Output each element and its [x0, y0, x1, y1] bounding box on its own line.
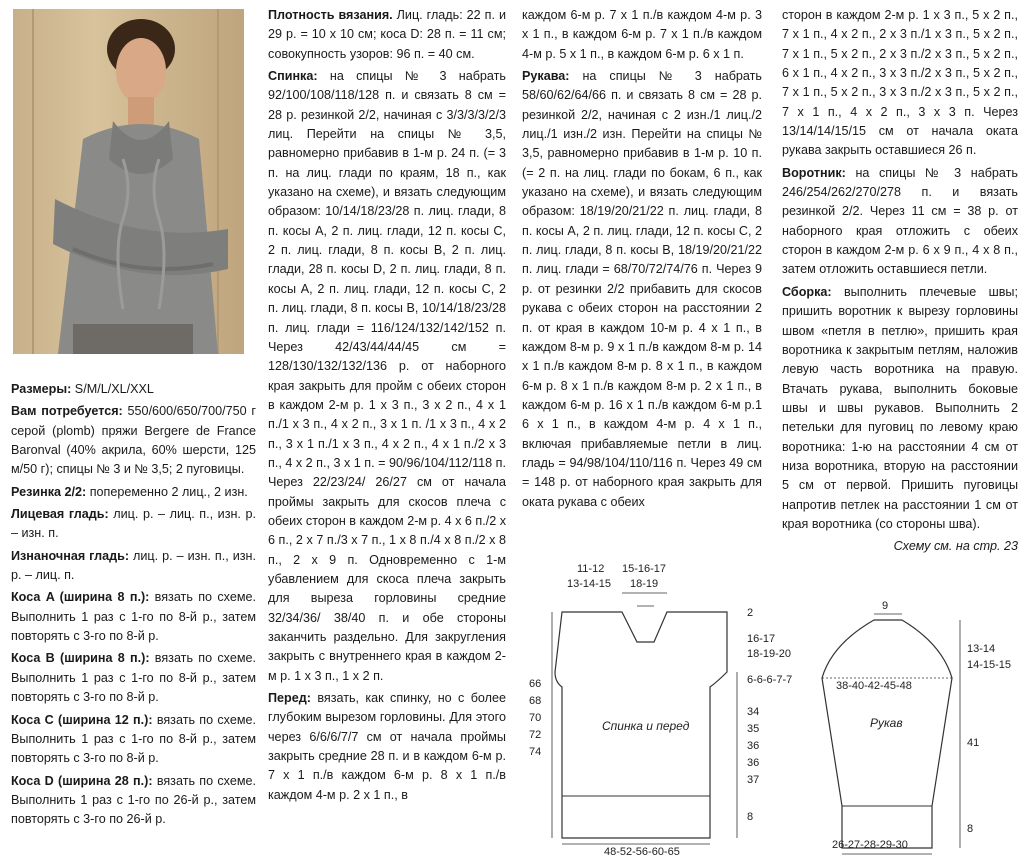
cable-a-paragraph — [11, 588, 256, 646]
neck-label-l2: 13-14-15 — [567, 578, 612, 590]
front-paragraph — [268, 689, 506, 805]
model-photo — [13, 9, 244, 354]
cable-b-text: вязать по схеме. Выполнить 1 раз с 1-го по 8-й р., затем повторять с 3-го по 8-й р. — [11, 651, 256, 705]
back-text: на спицы № 3 набрать 92/100/108/118/128 п. и связать 8 см = 28 р. резинкой 2/2, начиная с 3/3/3/3/2/3 лиц. Перейти на спицы № 3,5, равномерно прибавив в 1-м р. 24 п. (= 3 п. на лиц. глади по краям, 18 п., как указано на схеме), и вязать следующим образом: 10/14/18/23/28 п. лиц. глади, 8 п. косы A, 2 п. лиц. глади, 12 п. косы C, 2 п. лиц. глади, 8 п. косы B, 2 п. лиц. глади, 28 п. косы D, 2 п. лиц. глади, 8 п. косы A, 2 п. лиц. глади, 12 п. косы C, 2 п. лиц. глади, 8 п. косы B, 10/14/18/23/28 п. лиц. глади = 116/124/132/142/152 п. Через 42/43/44/44/45 см = 128/130/132/132/136 р. от наборного края закрыть для пройм с обеих сторон в каждом 2-м р. 1 x 3 п., 3 x 2 п., 4 x 1 п./1 x 3 п., 4 x 2 п., 3 x 1 п. /1 x 3 п., 4 x 2 п., 3 x 1 п./1 x 3 п., 4 x 2 п., 4 x 1 п./2 x 3 п., 4 x 2 п., 3 x 1 п. = 90/96/104/112/118 п. Через 22/23/24/ 26/27 см от начала проймы закрыть для скосов плеча с обеих сторон в каждом 2-м р. 4 x 6 п./2 x 6 п., 2 x 7 п./3 x 7 п., 1 x 8 п./4 x 8 п./2 x 8 п., 2 x 9 п. Одновременно с 1-м убавлением для скоса плеча закрыть для выреза горловины средние 32/34/36/ 38/40 п. и обе стороны заканчить раздельно. Для закругления закрыть с внутреннего края в каждом 2-м р. 1 x 3 п., 1 x 2 п. — [268, 69, 506, 683]
gauge-label: Плотность вязания. — [268, 8, 393, 22]
sleeve-bottom-label: 26-27-28-29-30 — [832, 839, 908, 851]
sleeve-piece-label: Рукав — [870, 716, 903, 730]
rib-label: Резинка 2/2: — [11, 484, 87, 499]
length-label-2: 68 — [529, 695, 542, 707]
stockinette-text: лиц. р. – лиц. п., изн. р. – изн. п. — [11, 507, 256, 541]
collar-text: на спицы № 3 набрать 246/254/262/270/278 п. и вязать резинкой 2/2. Через 11 см = 38 р. от наборного края отложить с обеих сторон в каждом 2-м р. 6 x 9 п., 4 x 8 п., затем отложить оставшиеся петли. — [782, 165, 1018, 277]
body-schematic — [522, 560, 812, 858]
assembly-label: Сборка: — [782, 284, 832, 299]
length-label-5: 74 — [529, 746, 542, 758]
neck-label-r1: 15-16-17 — [622, 563, 667, 575]
materials-paragraph — [11, 402, 256, 479]
stockinette-paragraph — [11, 505, 256, 544]
front-continued-text: каждом 6-м р. 7 x 1 п./в каждом 4-м р. 3 x 1 п., в каждом 6-м р. 7 x 1 п./в каждом 4-м р. 5 x 1 п., в каждом 6-м р. 6 x 1 п. — [522, 8, 762, 61]
sizes-label: Размеры: — [11, 382, 72, 396]
column-2 — [268, 6, 506, 808]
scheme-reference: Схему см. на стр. 23 — [893, 539, 1018, 554]
front-text: вязать, как спинку, но с более глубоким вырезом горловины. Для этого через 6/6/6/7/7 см от начала проймы закрыть средние 28 п. и в каждом 6-м р. 7 x 1 п./в каждом 6-м р. 8 x 1 п./в каждом 4-м р. 2 x 1 п., в — [268, 691, 506, 802]
shoulder-label: 2 — [747, 607, 754, 619]
cap-label-1: 13-14 — [967, 643, 996, 655]
length-label-1: 66 — [529, 678, 542, 690]
sleeve-outline — [822, 620, 952, 848]
collar-paragraph — [782, 164, 1018, 280]
cable-d-text: вязать по схеме. Выполнить 1 раз с 1-го по 26-й р., затем повторять с 3-го по 26-й р. — [11, 773, 257, 827]
sizes-paragraph — [11, 380, 256, 399]
sleeve-cap-paragraph — [782, 6, 1018, 161]
cable-a-text: вязать по схеме. Выполнить 1 раз с 1-го по 8-й р., затем повторять с 3-го по 8-й р. — [11, 590, 256, 644]
rib-paragraph — [11, 483, 256, 502]
armhole-label-2: 35 — [747, 723, 760, 735]
reverse-stockinette-label: Изнаночная гладь: — [11, 548, 130, 563]
sleeve-schematic — [812, 596, 1022, 858]
sleeve-top-label: 9 — [882, 600, 889, 612]
body-rib-label: 8 — [747, 811, 754, 823]
sleeve-cap-text: сторон в каждом 2-м р. 1 x 3 п., 5 x 2 п., 7 x 1 п., 4 x 2 п., 2 x 3 п./1 x 3 п., 5 x 2 п., 7 x 1 п., 5 x 2 п., 2 x 3 п./2 x 3 п., 5 x 2 п., 6 x 1 п., 4 x 2 п., 3 x 3 п./2 x 3 п., 5 x 2 п., 7 x 1 п., 5 x 2 п., 3 x 3 п./2 x 3 п., 5 x 2 п., 7 x 1 п., 4 x 2 п., 3 x 3 п. Через 13/14/14/15/15 см от начала оката рукава закрыть оставшиеся 26 п. — [782, 8, 1018, 158]
upper-width-label: 38-40-42-45-48 — [836, 680, 912, 692]
back-paragraph — [268, 67, 506, 686]
sleeve-length-label: 41 — [967, 737, 980, 749]
column-1 — [11, 380, 256, 833]
armhole-label-5: 37 — [747, 774, 760, 786]
column-4 — [782, 6, 1018, 560]
neck-depth-label-1: 16-17 — [747, 633, 776, 645]
cap-label-2: 14-15-15 — [967, 659, 1012, 671]
sleeves-label: Рукава: — [522, 69, 570, 84]
armhole-label-3: 36 — [747, 740, 760, 752]
cable-b-label: Коса B (ширина 8 п.): — [11, 651, 150, 666]
length-label-3: 70 — [529, 712, 542, 724]
cable-d-label: Коса D (ширина 28 п.): — [11, 773, 153, 788]
cable-b-paragraph — [11, 649, 256, 707]
body-piece-label: Спинка и перед — [602, 719, 690, 733]
armhole-step-label: 6-6-6-7-7 — [747, 674, 793, 686]
sizes-text: S/M/L/XL/XXL — [71, 382, 154, 396]
cable-c-text: вязать по схеме. Выполнить 1 раз с 1-го по 8-й р., затем повторять с 3-го по 8-й р. — [11, 712, 257, 766]
assembly-text: выполнить плечевые швы; пришить воротник к вырезу горловины швом «петля в петлю», пришить края воротника к закрытым петлям, наложив левую часть воротника на правую. Втачать рукава, выполнить боковые швы и швы рукавов. Выполнить 2 петельки для пуговиц по левому краю воротника: 1-ю на расстоянии 4 см от низа воротника, вторую на расстоянии 5 см от первой. Пришить пуговицы напротив петлек на расстоянии 1 см от края воротника (со стороны шва). — [782, 284, 1018, 531]
cable-c-paragraph — [11, 711, 256, 769]
cable-a-label: Коса A (ширина 8 п.): — [11, 590, 150, 605]
materials-label: Вам потребуется: — [11, 404, 123, 419]
gauge-text: Лиц. гладь: 22 п. и 29 р. = 10 x 10 см; коса D: 28 п. = 11 см; совокупность узоров: 96 п. = 40 см. — [268, 8, 506, 61]
reverse-stockinette-paragraph — [11, 547, 256, 586]
sleeves-paragraph — [522, 67, 762, 512]
body-width-label: 48-52-56-60-65 — [604, 846, 680, 858]
armhole-label-4: 36 — [747, 757, 760, 769]
length-label-4: 72 — [529, 729, 542, 741]
collar-label: Воротник: — [782, 165, 846, 180]
model-illustration — [13, 9, 244, 354]
neck-label-l1: 11-12 — [577, 563, 605, 575]
assembly-paragraph — [782, 283, 1018, 534]
column-3 — [522, 6, 762, 515]
back-label: Спинка: — [268, 69, 318, 84]
cable-c-label: Коса C (ширина 12 п.): — [11, 712, 153, 727]
stockinette-label: Лицевая гладь: — [11, 507, 109, 522]
neck-depth-label-2: 18-19-20 — [747, 648, 792, 660]
front-continued-paragraph — [522, 6, 762, 64]
cable-d-paragraph — [11, 772, 256, 830]
reverse-stockinette-text: лиц. р. – изн. п., изн. р. – лиц. п. — [11, 548, 256, 583]
gauge-paragraph — [268, 6, 506, 64]
sleeves-text: на спицы № 3 набрать 58/60/62/64/66 п. и связать 8 см = 28 р. резинкой 2/2, начиная с 2 изн./1 лиц./2 лиц./1 изн./2 изн. Перейти на спицы № 3,5, равномерно прибавив в 1-м р. 10 п. (= 2 п. на лиц. глади по бокам, 6 п., как указано на схеме), и вязать следующим образом: 18/19/20/21/22 п. лиц. глади, 8 п. косы A, 2 п. лиц. глади, 12 п. косы C, 2 п. лиц. глади, 8 п. косы B, 18/19/20/21/22 п. лиц. глади = 68/70/72/74/76 п. Через 9 р. от резинки 2/2 прибавить для скосов рукава с обеих сторон на расстоянии 2 п. от края в каждом 10-м р. 4 x 1 п., в каждом 8-м р. 9 x 1 п./в каждом 8-м р. 14 x 1 п./в каждом 8-м р. 8 x 1 п., в каждом 6-м р. 8 x 1 п./в каждом 8-м р. 2 x 1 п., в каждом 6-м р. 16 x 1 п./в каждом 6-м р.1 6 x 1 п., в каждом 4-м р. 4 x 1 п., включая прибавляемые петли в лиц. гладь = 94/98/104/110/116 п. Через 49 см = 148 р. от наборного края закрыть для оката рукава с обеих — [522, 69, 762, 509]
materials-text: 550/600/650/700/750 г серой (plomb) пряжи Bergere de France Baronval (40% акрила, 60% шерсти, 125 м/50 г); спицы № 3 и № 3,5; 2 пуговицы. — [11, 404, 257, 477]
armhole-label-1: 34 — [747, 706, 760, 718]
front-label: Перед: — [268, 691, 311, 706]
sleeve-rib-label: 8 — [967, 823, 974, 835]
rib-text: попеременно 2 лиц., 2 изн. — [86, 484, 248, 499]
neck-label-r2: 18-19 — [630, 578, 659, 590]
